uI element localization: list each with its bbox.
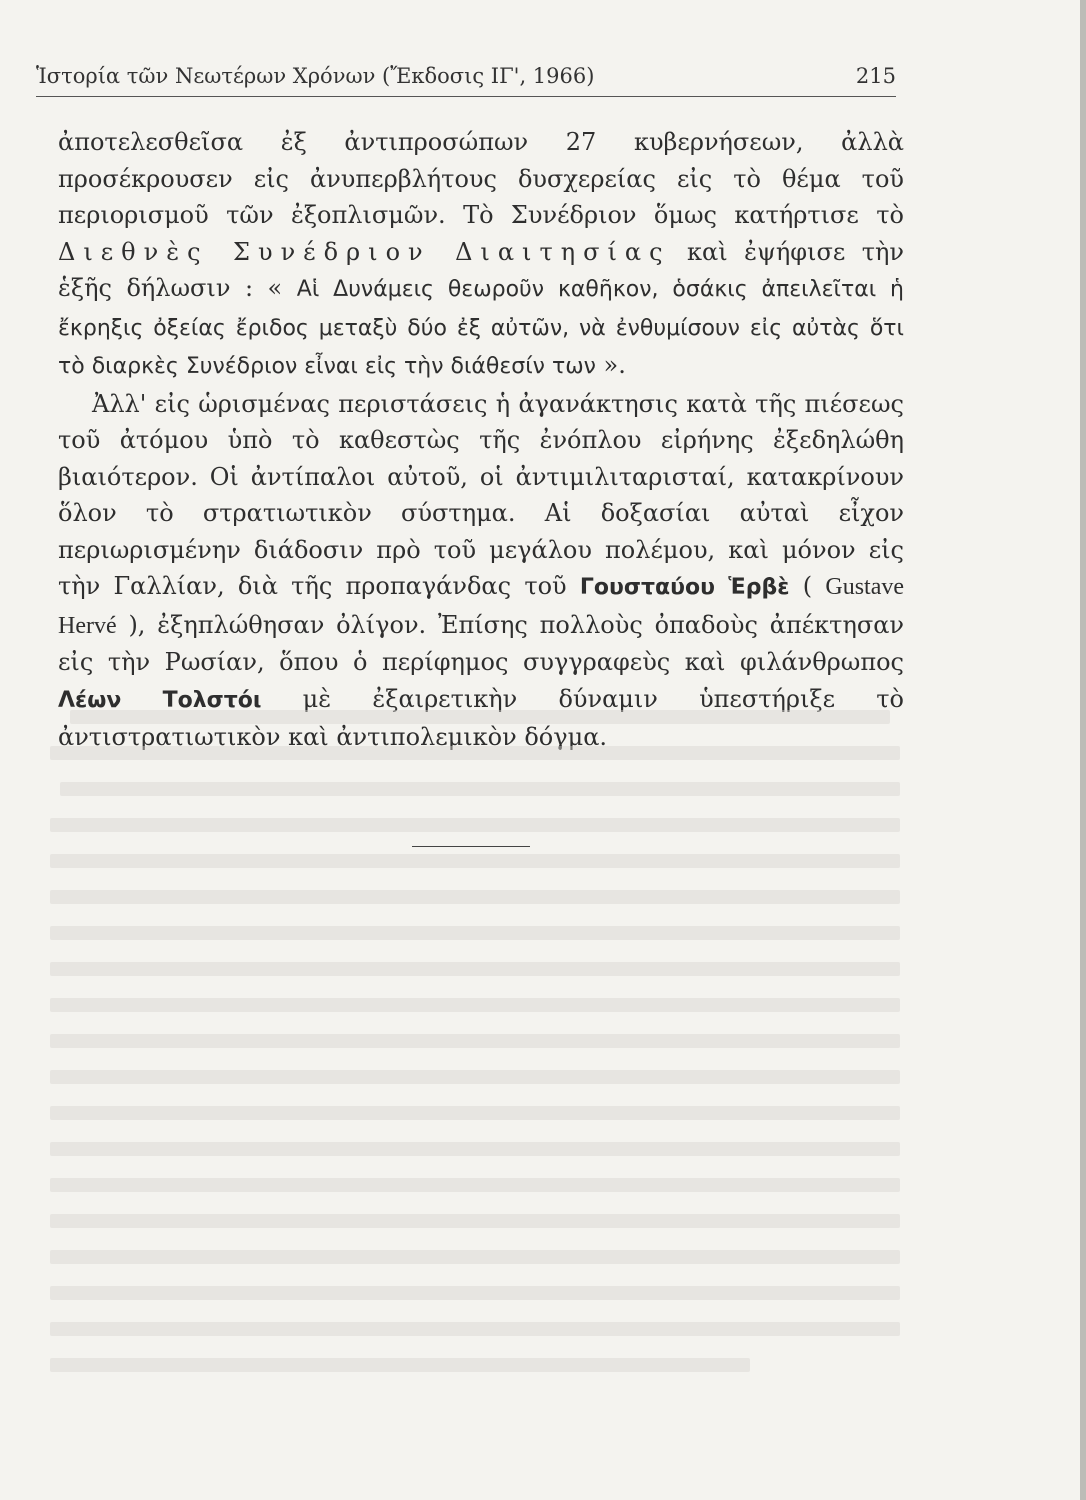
- bleed-line: [70, 710, 890, 724]
- bleed-line: [50, 998, 900, 1012]
- p2-text-2: (: [789, 572, 826, 600]
- bleed-line: [50, 1034, 900, 1048]
- bleed-line: [60, 782, 900, 796]
- p1-text-3: ».: [595, 351, 626, 379]
- header-title: Ἱστορία τῶν Νεωτέρων Χρόνων (Ἔκδοσις ΙΓ', 1966): [36, 64, 595, 88]
- p2-latin-name: Gustave Hervé: [58, 574, 905, 639]
- header-rule: [36, 96, 896, 97]
- bleed-line: [50, 1142, 900, 1156]
- bleed-line: [50, 1214, 900, 1228]
- bleed-line: [50, 1322, 900, 1336]
- paragraph-1: [58, 124, 904, 386]
- body-text: [58, 124, 904, 756]
- p1-spaced-term: Διεθνὲς Συνέδριον Διαιτησίας: [58, 237, 671, 266]
- p2-name-herve: Γουσταύου Ἑρβὲ: [579, 575, 790, 600]
- running-header: [36, 64, 896, 98]
- bleed-line: [50, 746, 900, 760]
- bleed-through-text: [50, 700, 1050, 1460]
- bleed-line: [50, 890, 900, 904]
- bleed-line: [50, 1178, 900, 1192]
- p2-text-1: Ἀλλ' εἰς ὡρισμένας περιστάσεις ἡ ἀγανάκτησις κατὰ τῆς πιέσεως τοῦ ἀτόμου ὑπὸ τὸ καθεστὼς τῆς ἐνόπλου εἰρήνης ἐξεδηλώθη βιαιότερον. Οἱ ἀντίπαλοι αὐτοῦ, οἱ ἀντιμιλιταρισταί, κατακρίνουν ὅλον τὸ στρατιωτικὸν σύστημα. Αἱ δοξασίαι αὐταὶ εἶχον περιωρισμένην διάδοσιν πρὸ τοῦ μεγάλου πολέμου, καὶ μόνον εἰς τὴν Γαλλίαν, διὰ τῆς προπαγάνδας τοῦ: [58, 389, 904, 600]
- p1-quote: Αἱ Δυνάμεις θεωροῦν καθῆκον, ὁσάκις ἀπειλεῖται ἡ ἔκρηξις ὀξείας ἔριδος μεταξὺ δύο ἐξ αὐτῶν, νὰ ἐνθυμίσουν εἰς αὐτὰς ὅτι τὸ διαρκὲς Συνέδριον εἶναι εἰς τὴν διάθεσίν των: [58, 277, 904, 379]
- bleed-line: [50, 1250, 900, 1264]
- bleed-line: [50, 818, 900, 832]
- bleed-line: [50, 962, 900, 976]
- p1-text-1: ἀποτελεσθεῖσα ἐξ ἀντιπροσώπων 27 κυβερνήσεων, ἀλλὰ προσέκρουσεν εἰς ἀνυπερβλήτους δυσχερείας εἰς τὸ θέμα τοῦ περιορισμοῦ τῶν ἐξοπλισμῶν. Τὸ Συνέδριον ὅμως κατήρτισε τὸ: [58, 128, 904, 229]
- bleed-line: [50, 926, 900, 940]
- p2-name-tolstoy: Λέων Τολστόι: [58, 687, 262, 713]
- bleed-line: [50, 854, 900, 868]
- bleed-line: [50, 1358, 750, 1372]
- page-number: 215: [855, 64, 896, 88]
- p2-text-4: μὲ ἐξαιρετικὴν δύναμιν ὑπεστήριξε τὸ ἀντιστρατιωτικὸν καὶ ἀντιπολεμικὸν δόγμα.: [58, 684, 904, 751]
- bleed-line: [50, 1106, 900, 1120]
- bleed-line: [50, 1070, 900, 1084]
- page-edge-shadow: [1080, 0, 1086, 1500]
- p1-text-2: καὶ ἐψήφισε τὴν ἑξῆς δήλωσιν : «: [58, 237, 904, 302]
- bleed-line: [50, 1286, 900, 1300]
- p2-text-3: ), ἐξηπλώθησαν ὀλίγον. Ἐπίσης πολλοὺς ὀπαδοὺς ἀπέκτησαν εἰς τὴν Ρωσίαν, ὅπου ὁ περίφημος συγγραφεὺς καὶ φιλάνθρωπος: [58, 610, 904, 676]
